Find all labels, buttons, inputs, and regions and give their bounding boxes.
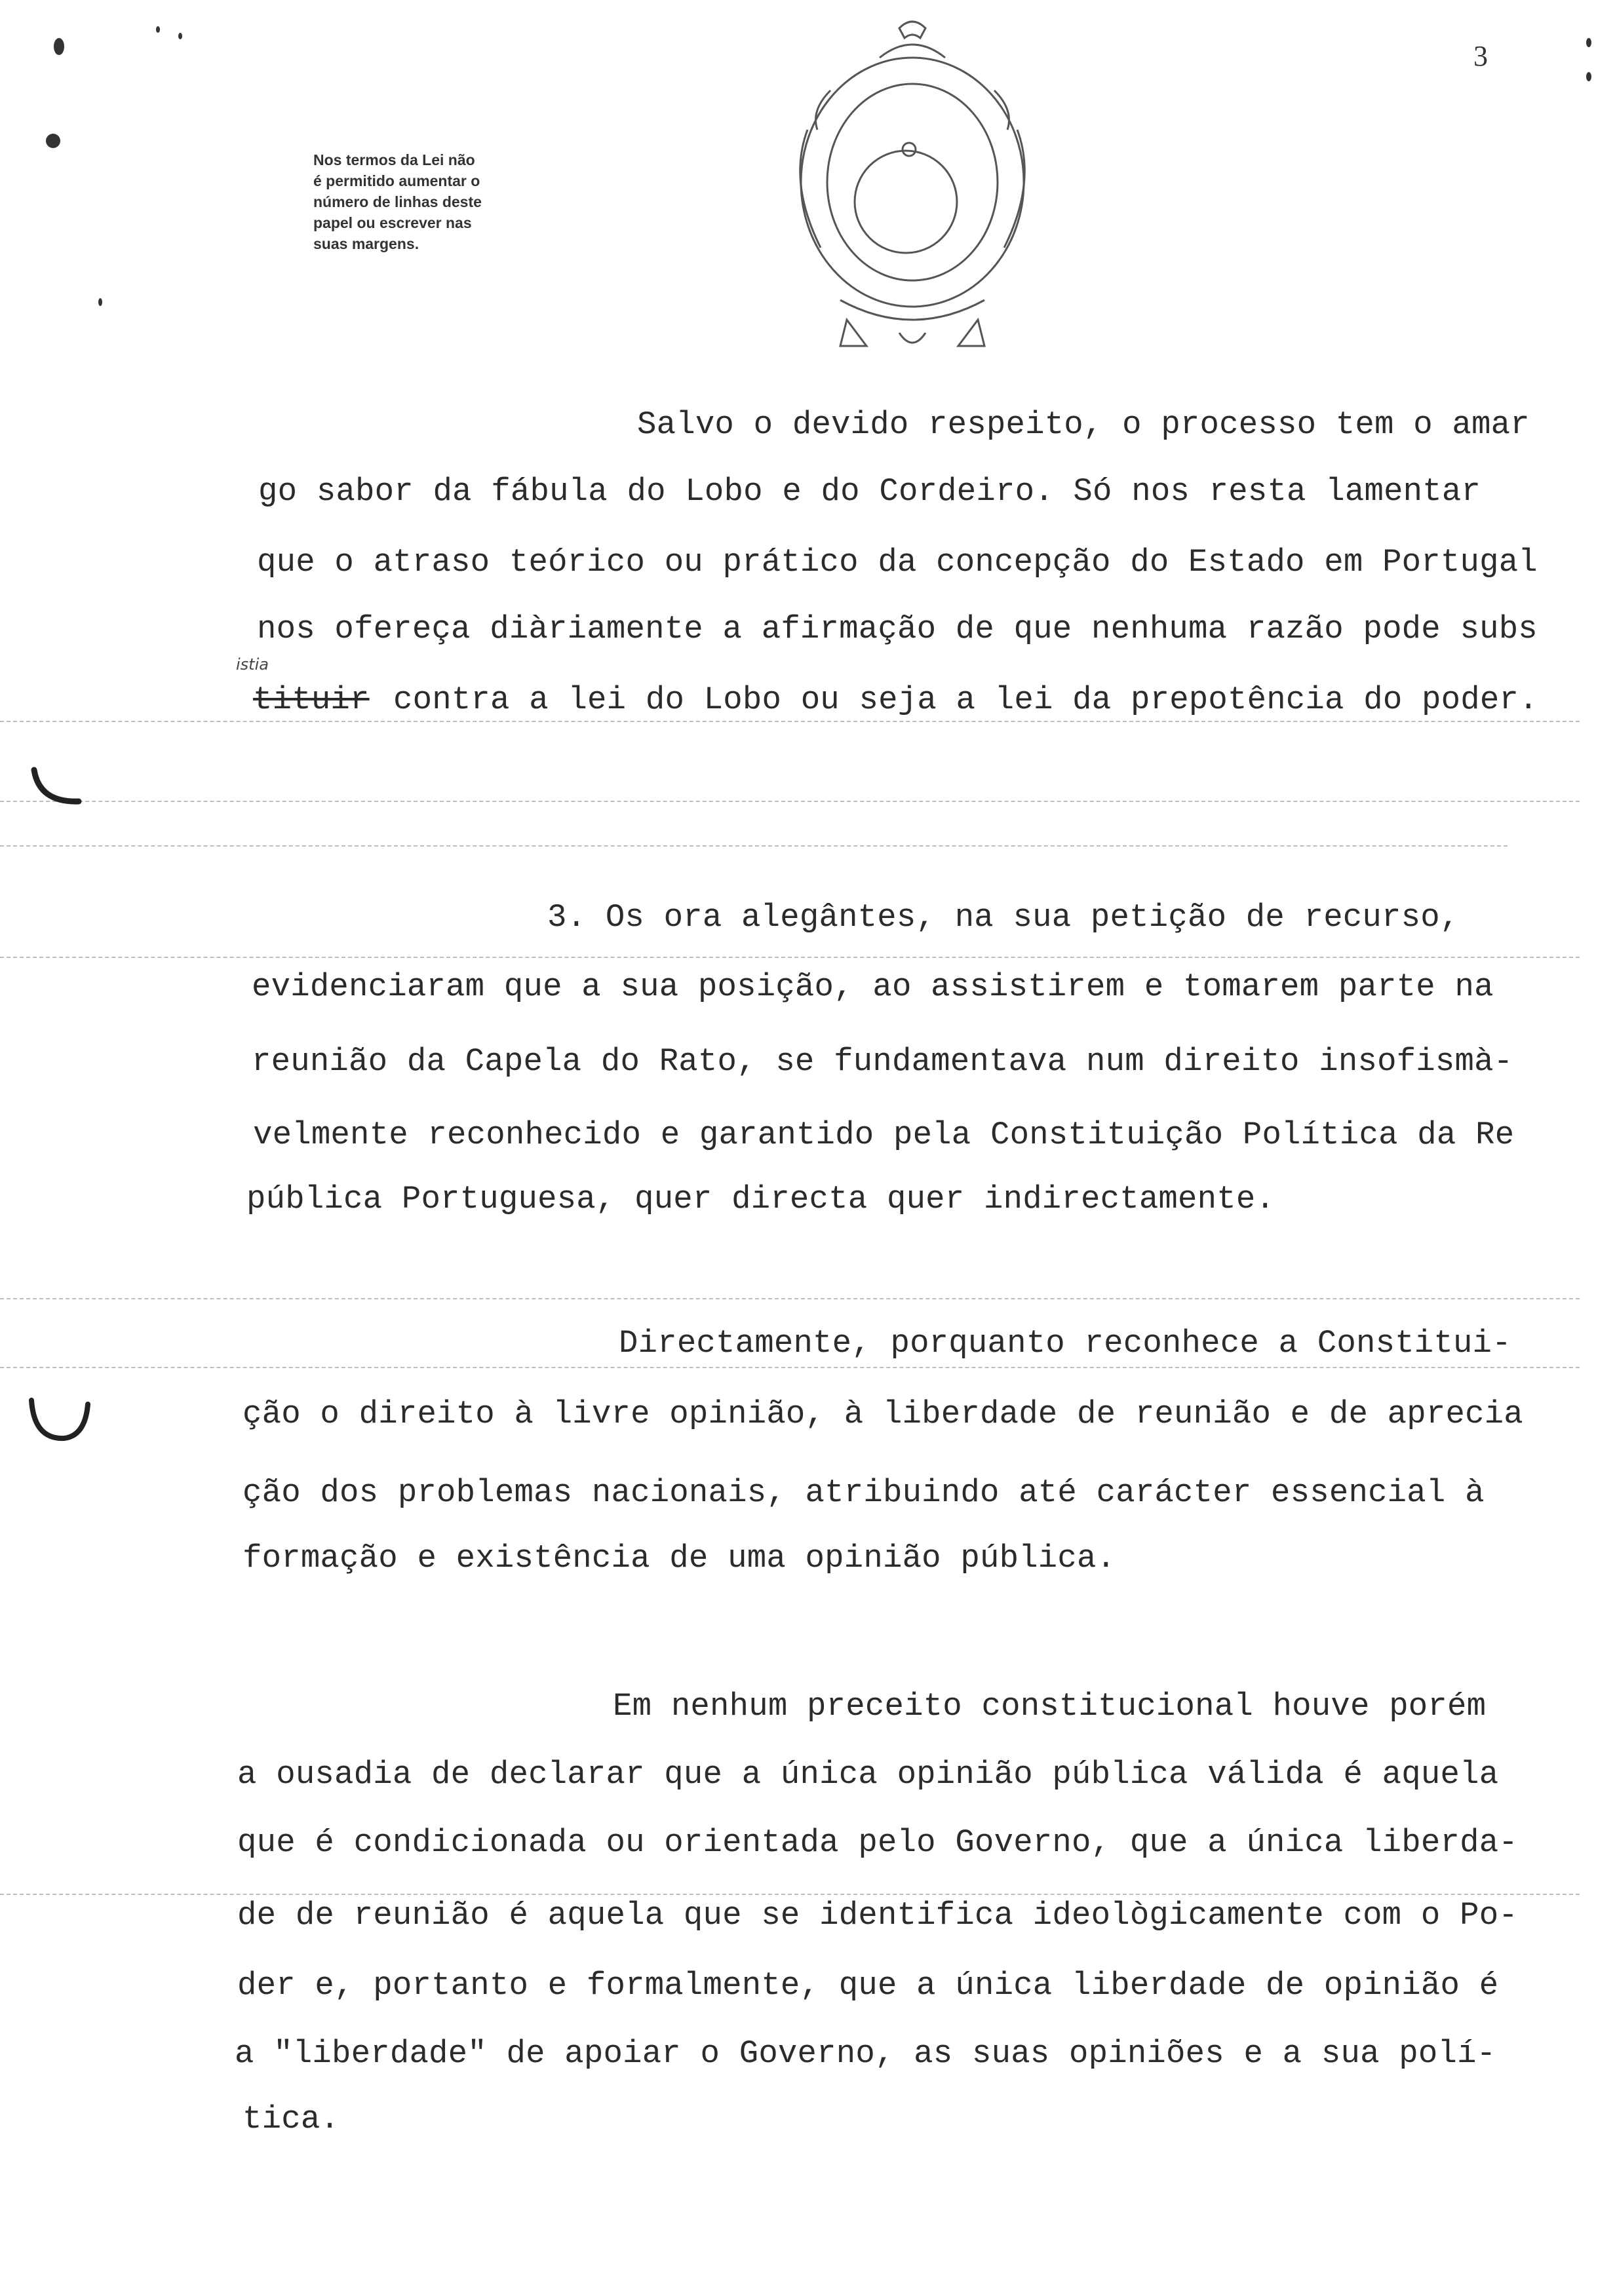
- paragraph-line: Em nenhum preceito constitucional houve porém: [613, 1688, 1487, 1725]
- paragraph-line: pública Portuguesa, quer directa quer indirectamente.: [246, 1181, 1275, 1217]
- paragraph-line: de de reunião é aquela que se identifica ideològicamente com o Po-: [237, 1897, 1518, 1934]
- paragraph-line: nos ofereça diàriamente a afirmação de que nenhuma razão pode subs: [257, 611, 1538, 647]
- ruled-line: [0, 801, 1580, 802]
- paragraph-line: contra a lei do Lobo ou seja a lei da prepotência do poder.: [393, 681, 1538, 718]
- paragraph-line: 3. Os ora alegântes, na sua petição de recurso,: [547, 899, 1460, 936]
- crowned-oval-seal-icon: [768, 12, 1057, 366]
- notice-line: é permitido aumentar o: [313, 172, 480, 189]
- scan-speck: [1586, 38, 1591, 47]
- paragraph-line: que o atraso teórico ou prático da concepção do Estado em Portugal: [257, 544, 1538, 581]
- page-number: 3: [1473, 40, 1488, 72]
- struck-word: tituir: [253, 681, 370, 718]
- scan-speck: [1586, 72, 1591, 81]
- paragraph-line: a "liberdade" de apoiar o Governo, as suas opiniões e a sua polí-: [235, 2035, 1496, 2072]
- paragraph-line: velmente reconhecido e garantido pela Constituição Política da Re: [253, 1117, 1515, 1153]
- punch-hole-mark: [26, 763, 92, 816]
- paragraph-line: ção o direito à livre opinião, à liberdade de reunião e de aprecia: [243, 1396, 1523, 1432]
- paragraph-line: a ousadia de declarar que a única opinião pública válida é aquela: [237, 1756, 1499, 1793]
- punch-hole-mark: [25, 1392, 97, 1451]
- scan-speck: [98, 298, 102, 306]
- paragraph-line: tica.: [243, 2101, 340, 2137]
- scan-speck: [178, 33, 182, 39]
- notice-line: suas margens.: [313, 235, 419, 252]
- notice-line: papel ou escrever nas: [313, 214, 472, 231]
- ruled-line: [0, 845, 1508, 847]
- paragraph-line: der e, portanto e formalmente, que a única liberdade de opinião é: [237, 1967, 1499, 2004]
- scan-speck: [54, 38, 64, 55]
- paragraph-line: Directamente, porquanto reconhece a Constitui-: [619, 1325, 1511, 1362]
- paragraph-line: go sabor da fábula do Lobo e do Cordeiro. Só nos resta lamentar: [258, 473, 1481, 510]
- notice-line: número de linhas deste: [313, 193, 482, 210]
- paragraph-line: reunião da Capela do Rato, se fundamentava num direito insofismà-: [252, 1043, 1513, 1080]
- ruled-line: [0, 1894, 1580, 1895]
- paragraph-line: formação e existência de uma opinião pública.: [243, 1540, 1116, 1577]
- paragraph-line: evidenciaram que a sua posição, ao assistirem e tomarem parte na: [252, 968, 1494, 1005]
- ruled-line: [0, 957, 1580, 958]
- scan-speck: [156, 26, 160, 33]
- handwritten-insertion: istia: [236, 655, 269, 674]
- paragraph-line: que é condicionada ou orientada pelo Governo, que a única liberda-: [237, 1824, 1518, 1861]
- paragraph-line: Salvo o devido respeito, o processo tem o amar: [637, 406, 1530, 443]
- stamp-paper-notice: [313, 149, 562, 254]
- paragraph-line: ção dos problemas nacionais, atribuindo até carácter essencial à: [243, 1474, 1485, 1511]
- ruled-line: [0, 1298, 1580, 1299]
- scan-speck: [46, 134, 60, 148]
- notice-line: Nos termos da Lei não: [313, 151, 475, 168]
- ruled-line: [0, 721, 1580, 722]
- ruled-line: [0, 1367, 1580, 1368]
